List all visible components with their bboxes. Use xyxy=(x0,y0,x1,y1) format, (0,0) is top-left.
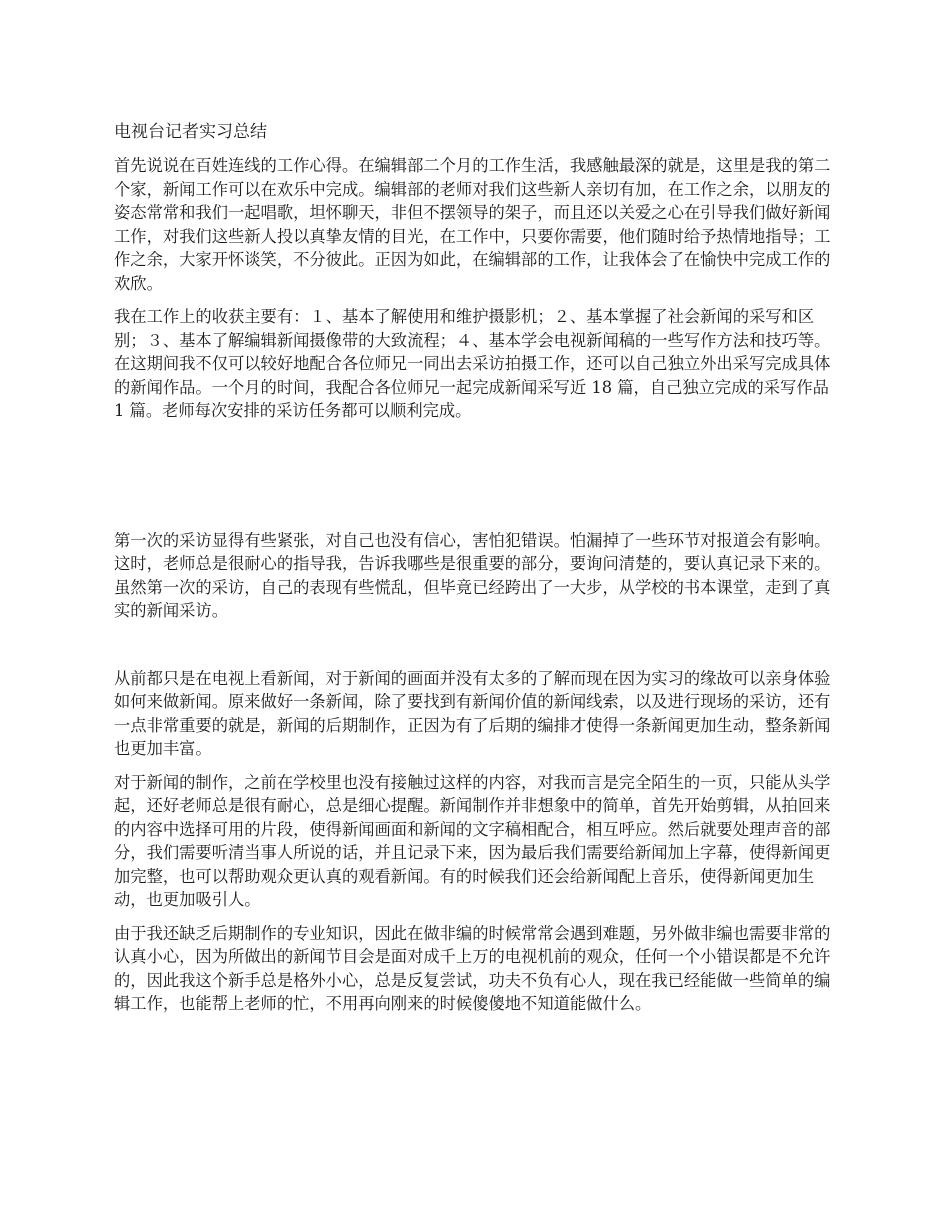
paragraph-4: 从前都只是在电视上看新闻，对于新闻的画面并没有太多的了解而现在因为实习的缘故可以亲身体验如何来做新闻。原来做好一条新闻，除了要找到有新闻价值的新闻线索，以及进行现场的采访，还有一点非常重要的就是，新闻的后期制作，正因为有了后期的编排才使得一条新闻更加生动，整条新闻也更加丰富。 xyxy=(114,668,831,758)
paragraph-2: 我在工作上的收获主要有：１、基本了解使用和维护摄影机；２、基本掌握了社会新闻的采写和区别；３、基本了解编辑新闻摄像带的大致流程；４、基本学会电视新闻稿的一些写作方法和技巧等。在这期间我不仅可以较好地配合各位师兄一同出去采访拍摄工作，还可以自己独立外出采写完成具体的新闻作品。一个月的时间，我配合各位师兄一起完成新闻采写近 18 篇，自己独立完成的采写作品 1 篇。老师每次安排的采访任务都可以顺利完成。 xyxy=(114,307,831,420)
paragraph-3: 第一次的采访显得有些紧张，对自己也没有信心，害怕犯错误。怕漏掉了一些环节对报道会有影响。这时，老师总是很耐心的指导我，告诉我哪些是很重要的部分，要询问清楚的，要认真记录下来的。虽然第一次的采访，自己的表现有些慌乱，但毕竟已经跨出了一大步，从学校的书本课堂，走到了真实的新闻采访。 xyxy=(114,530,831,620)
blank-space xyxy=(114,623,840,667)
paragraph-spacer xyxy=(114,761,840,771)
document-title: 电视台记者实习总结 xyxy=(114,122,267,142)
document-body xyxy=(114,120,840,1016)
paragraph-5: 对于新闻的制作，之前在学校里也没有接触过这样的内容，对我而言是完全陌生的一页，只能从头学起，还好老师总是很有耐心，总是细心提醒。新闻制作并非想象中的简单，首先开始剪辑，从拍回来的内容中选择可用的片段，使得新闻画面和新闻的文字稿相配合，相互呼应。然后就要处理声音的部分，我们需要听清当事人所说的话，并且记录下来，因为最后我们需要给新闻加上字幕，使得新闻更加完整，也可以帮助观众更认真的观看新闻。有的时候我们还会给新闻配上音乐，使得新闻更加生动，也更加吸引人。 xyxy=(114,772,831,909)
paragraph-1: 首先说说在百姓连线的工作心得。在编辑部二个月的工作生活，我感触最深的就是，这里是我的第二个家，新闻工作可以在欢乐中完成。编辑部的老师对我们这些新人亲切有加，在工作之余，以朋友的姿态常常和我们一起唱歌，坦怀聊天，非但不摆领导的架子，而且还以关爱之心在引导我们做好新闻工作，对我们这些新人投以真挚友情的目光，在工作中，只要你需要，他们随时给予热情地指导；工作之余，大家开怀谈笑，不分彼此。正因为如此，在编辑部的工作，让我体会了在愉快中完成工作的欢欣。 xyxy=(114,156,831,293)
blank-space xyxy=(114,423,840,529)
paragraph-6: 由于我还缺乏后期制作的专业知识，因此在做非编的时候常常会遇到难题，另外做非编也需要非常的认真小心，因为所做出的新闻节目会是面对成千上万的电视机前的观众，任何一个小错误都是不允许的，因此我这个新手总是格外小心，总是反复尝试，功夫不负有心人，现在我已经能做一些简单的编辑工作，也能帮上老师的忙，不用再向刚来的时候傻傻地不知道能做什么。 xyxy=(114,923,831,1013)
paragraph-spacer xyxy=(114,295,840,305)
paragraph-spacer xyxy=(114,912,840,922)
